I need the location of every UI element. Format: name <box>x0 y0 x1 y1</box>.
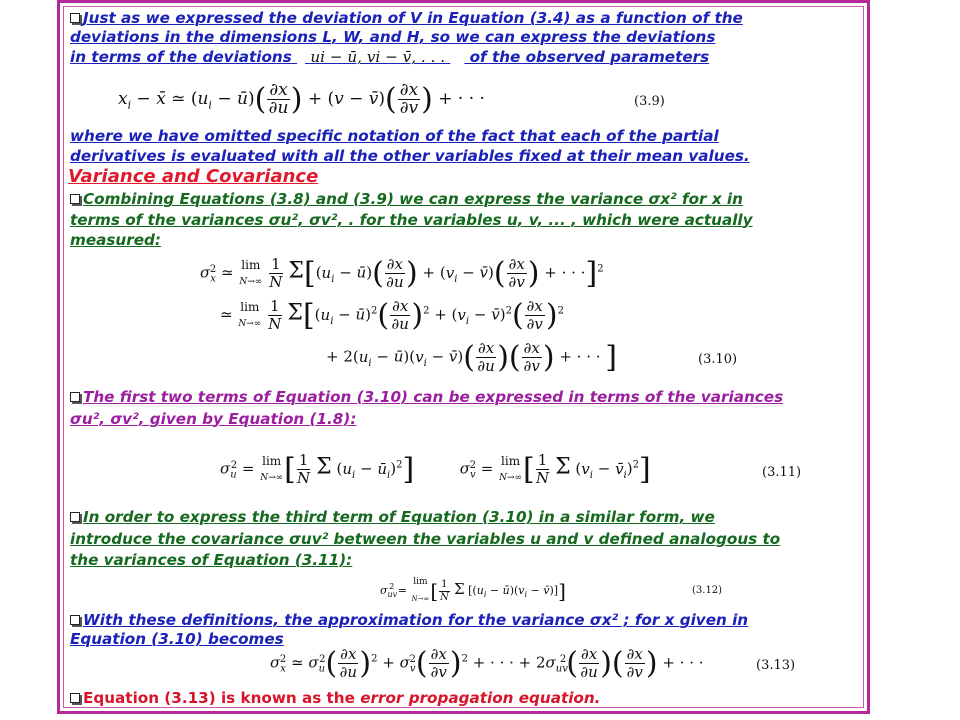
paragraph-5-line-3: the variances of Equation (3.11): <box>70 551 353 569</box>
paragraph-3-line-3: measured: <box>70 231 161 249</box>
checkbox-bullet-icon <box>70 512 80 522</box>
checkbox-bullet-icon <box>70 194 80 204</box>
equation-3-10-line-1: $\sigma_x^2$ ≃ lim N→∞ $\frac{1}{N}$ $\Sigma[(u_i$ − ū)( $\frac{\partial x}{\partial u}$ ) + ($v_i$ − v̄)( $\frac{\partial x}{\partial v}$ ) + · · ·]$^2$ <box>200 255 604 291</box>
text: of the observed parameters <box>469 48 710 66</box>
emphasized-term: error propagation equation. <box>360 689 601 707</box>
checkbox-bullet-icon <box>70 392 80 402</box>
equation-3-9: $x_i$ − x̄ ≃ ($u_i$ − ū)( $\frac{\partial x}{\partial u}$ ) + (v − v̄)( $\frac{\partial x}{\partial v}$ ) + · · · <box>118 80 485 118</box>
section-heading: Variance and Covariance <box>68 166 319 187</box>
paragraph-1-line-3 <box>70 47 709 67</box>
equation-3-13-label: (3.13) <box>756 658 796 673</box>
equation-3-9-label: (3.9) <box>634 94 665 109</box>
text: The first two terms of Equation (3.10) can be expressed in terms of the variances <box>83 388 784 406</box>
equation-3-13: $\sigma_x^2$ ≃ $\sigma_u^2$( $\frac{\partial x}{\partial u}$ )$^2 + \sigma_v^2$( $\frac{\partial x}{\partial v}$ )$^2$ + · · · + $2\sigma_{uv}^2$( $\frac{\partial x}{\partial u}$ )( $\frac{\partial x}{\partial v}$ ) + · · · <box>270 645 704 681</box>
paragraph-4-line-1 <box>70 387 783 407</box>
paragraph-7 <box>70 688 600 708</box>
text: With these definitions, the approximation for the variance σx² ; for x given in <box>83 611 749 629</box>
checkbox-bullet-icon <box>70 615 80 625</box>
equation-3-10-label: (3.10) <box>698 352 738 367</box>
equation-3-12-label: (3.12) <box>692 585 723 596</box>
paragraph-1-line-2: deviations in the dimensions L, W, and H, so we can express the deviations <box>70 28 716 46</box>
equation-3-10-line-3: + $2(u_i$ − $ū)(v_i$ − v̄)( $\frac{\partial x}{\partial u}$ )( $\frac{\partial x}{\partial v}$ ) + · · · ] <box>326 339 618 375</box>
paragraph-2-line-1: where we have omitted specific notation of the fact that each of the partial <box>70 127 719 145</box>
checkbox-bullet-icon <box>70 13 80 23</box>
paragraph-6-line-1 <box>70 610 748 630</box>
text: in terms of the deviations <box>70 48 292 66</box>
equation-3-11-label: (3.11) <box>762 465 802 480</box>
paragraph-3-line-1 <box>70 189 743 209</box>
checkbox-bullet-icon <box>70 693 80 703</box>
paragraph-2-line-2: derivatives is evaluated with all the other variables fixed at their mean values. <box>70 147 750 165</box>
text: Combining Equations (3.8) and (3.9) we can express the variance σx² for x in <box>83 190 743 208</box>
text: Just as we expressed the deviation of V in Equation (3.4) as a function of the <box>83 9 743 27</box>
paragraph-5-line-1 <box>70 507 715 527</box>
equation-3-11: $\sigma_u^2$ = lim N→∞ [ $\frac{1}{N}$ Σ ($u_i$ − $ū_i)^2$] $\sigma_v^2$ = lim N→∞ [ $\frac{1}{N}$ Σ ($v_i$ − $v̄_i)^2$] <box>220 451 651 487</box>
text: In order to express the third term of Equation (3.10) in a similar form, we <box>83 508 715 526</box>
inline-deviation-expression: ui − ū, vi − v̄, . . . <box>310 48 446 66</box>
text: Equation (3.13) is known as the <box>83 689 361 707</box>
equation-3-12: $\sigma_{uv}^2$ = lim N→∞ [ $\frac{1}{N}$ Σ [($u_i$ − $ū)(v_i$ − v̄)]] <box>380 577 566 603</box>
paragraph-5-line-2: introduce the covariance σuv² between the variables u and v defined analogous to <box>70 530 781 548</box>
paragraph-1-line-1 <box>70 8 743 28</box>
paragraph-6-line-2: Equation (3.10) becomes <box>70 630 284 648</box>
paragraph-3-line-2: terms of the variances σu², σv², . for the variables u, v, ... , which were actually <box>70 211 753 229</box>
equation-3-10-line-2: ≃ lim N→∞ $\frac{1}{N}$ $\Sigma[(u_i$ − ū)$^2$( $\frac{\partial x}{\partial u}$ )$^2 + (v_i$ − v̄)$^2$( $\frac{\partial x}{\partial v}$ )$^2$ <box>220 297 564 333</box>
paragraph-4-line-2: σu², σv², given by Equation (1.8): <box>70 410 357 428</box>
